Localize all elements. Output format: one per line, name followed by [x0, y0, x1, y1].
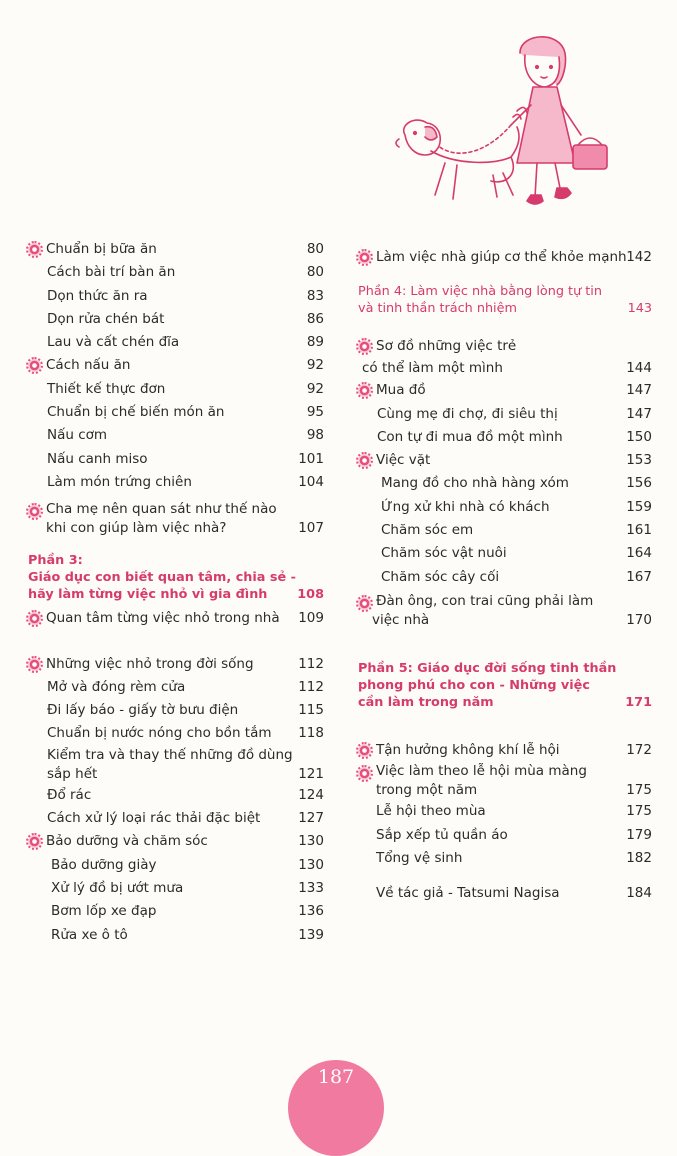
- page-ref: 175: [626, 803, 652, 820]
- part-3-heading[interactable]: [28, 552, 326, 603]
- page-ref: 98: [306, 427, 324, 444]
- entry-label: Dọn rửa chén bát: [47, 310, 165, 327]
- page-ref: 159: [626, 498, 652, 515]
- flower-bullet-icon: [358, 767, 371, 780]
- page-ref: 130: [298, 833, 324, 850]
- toc-entry[interactable]: [28, 308, 326, 331]
- toc-entry[interactable]: [358, 335, 654, 379]
- page-ref: 147: [626, 405, 652, 422]
- entry-label: Cách xử lý loại rác thải đặc biệt: [47, 810, 261, 827]
- entry-label: Phần 4: Làm việc nhà bằng lòng tự tin: [358, 284, 602, 300]
- flower-bullet-icon: [28, 505, 41, 518]
- entry-label: phong phú cho con - Những việc: [358, 677, 590, 693]
- part-5-heading[interactable]: [358, 660, 654, 711]
- entry-label: Tổng vệ sinh: [376, 849, 463, 866]
- page-ref: 107: [298, 520, 324, 537]
- entry-label: Nấu cơm: [47, 427, 108, 444]
- toc-entry[interactable]: [358, 592, 654, 630]
- entry-label: Con tự đi mua đồ một mình: [377, 428, 563, 445]
- page-ref: 80: [306, 241, 324, 257]
- entry-label: hãy làm từng việc nhỏ vì gia đình: [28, 587, 268, 603]
- entry-label: Mang đồ cho nhà hàng xóm: [381, 475, 569, 492]
- entry-label: Cách nấu ăn: [46, 357, 131, 374]
- toc-entry[interactable]: [358, 882, 654, 905]
- entry-label: Đi lấy báo - giấy tờ bưu điện: [47, 702, 239, 719]
- page-ref: 89: [306, 334, 324, 351]
- toc-entry[interactable]: [358, 824, 654, 847]
- entry-label: Bảo dưỡng và chăm sóc: [46, 833, 208, 850]
- entry-label: khi con giúp làm việc nhà?: [46, 520, 227, 537]
- entry-label: Quan tâm từng việc nhỏ trong nhà: [46, 610, 280, 627]
- page-ref: 115: [298, 702, 324, 719]
- entry-label: Sơ đồ những việc trẻ: [376, 338, 517, 355]
- toc-entry[interactable]: [358, 379, 654, 402]
- toc-entry[interactable]: [358, 403, 654, 426]
- page-ref: 156: [626, 475, 652, 492]
- page-ref: 182: [626, 849, 652, 866]
- entry-label: Cách bài trí bàn ăn: [47, 264, 176, 281]
- page-number-badge: [288, 1060, 384, 1156]
- entry-label: Phần 5: Giáo dục đời sống tinh thần: [358, 660, 617, 676]
- toc-entry[interactable]: [28, 854, 326, 877]
- entry-label: Nấu canh miso: [47, 450, 148, 467]
- entry-label: Về tác giả - Tatsumi Nagisa: [376, 885, 560, 902]
- page-ref: 175: [626, 782, 652, 799]
- toc-entry[interactable]: [28, 401, 326, 424]
- page-ref: 136: [298, 903, 324, 920]
- entry-label: Ứng xử khi nhà có khách: [381, 498, 550, 515]
- page-ref: 144: [626, 360, 652, 377]
- part-4-heading[interactable]: [358, 283, 654, 317]
- page-ref: 104: [298, 473, 324, 490]
- entry-label: và tinh thần trách nhiệm: [358, 301, 517, 317]
- toc-entry[interactable]: [28, 900, 326, 923]
- toc-right-column: [358, 246, 654, 905]
- toc-entry[interactable]: [358, 739, 654, 762]
- entry-label: Cha mẹ nên quan sát như thế nào: [46, 501, 277, 518]
- toc-entry[interactable]: [358, 472, 654, 495]
- page-number: 187: [317, 1066, 355, 1088]
- entry-label: sắp hết: [47, 765, 98, 782]
- page-ref: 124: [298, 786, 324, 803]
- page-ref: 95: [306, 404, 324, 421]
- entry-label: Cùng mẹ đi chợ, đi siêu thị: [377, 405, 558, 422]
- flower-bullet-icon: [358, 744, 371, 757]
- toc-entry[interactable]: [28, 607, 326, 630]
- flower-bullet-icon: [28, 359, 41, 372]
- page-ref: 92: [306, 380, 324, 397]
- page-ref: 153: [626, 452, 652, 469]
- entry-label: việc nhà: [372, 611, 430, 628]
- entry-label: Kiểm tra và thay thế những đồ dùng: [47, 746, 293, 763]
- flower-bullet-icon: [358, 597, 371, 610]
- page-ref: 83: [306, 287, 324, 304]
- page-ref: 171: [625, 694, 652, 710]
- entry-label: Rửa xe ô tô: [51, 926, 128, 943]
- toc-entry[interactable]: [28, 285, 326, 308]
- toc-entry[interactable]: [358, 847, 654, 870]
- page-ref: 109: [298, 610, 324, 627]
- entry-label: Những việc nhỏ trong đời sống: [46, 655, 254, 672]
- toc-entry[interactable]: [28, 722, 326, 745]
- toc-entry[interactable]: [358, 566, 654, 589]
- girl-walking-dog-illustration: [385, 25, 625, 225]
- entry-label: Chăm sóc cây cối: [381, 568, 500, 585]
- page-ref: 86: [306, 310, 324, 327]
- page-ref: 80: [306, 264, 324, 281]
- page-ref: 143: [627, 301, 652, 317]
- toc-entry[interactable]: [28, 471, 326, 494]
- entry-label: Thiết kế thực đơn: [47, 380, 166, 397]
- toc-entry[interactable]: [28, 378, 326, 401]
- page-ref: 127: [298, 810, 324, 827]
- toc-entry[interactable]: [28, 830, 326, 853]
- toc-entry[interactable]: [28, 807, 326, 830]
- entry-label: Chuẩn bị bữa ăn: [46, 241, 157, 257]
- entry-label: Xử lý đồ bị ướt mưa: [51, 879, 184, 896]
- entry-label: Bơm lốp xe đạp: [51, 903, 157, 920]
- page-ref: 164: [626, 545, 652, 562]
- flower-bullet-icon: [358, 384, 371, 397]
- flower-bullet-icon: [28, 243, 41, 256]
- flower-bullet-icon: [28, 658, 41, 671]
- toc-entry[interactable]: [28, 676, 326, 699]
- entry-label: Phần 3:: [28, 553, 83, 569]
- entry-label: Sắp xếp tủ quần áo: [376, 826, 508, 843]
- flower-bullet-icon: [28, 612, 41, 625]
- entry-label: có thể làm một mình: [362, 360, 503, 377]
- entry-label: Việc làm theo lễ hội mùa màng: [376, 763, 587, 780]
- page-ref: 167: [626, 568, 652, 585]
- toc-entry[interactable]: [28, 500, 326, 538]
- toc-entry[interactable]: [28, 653, 326, 676]
- flower-bullet-icon: [28, 835, 41, 848]
- entry-label: Việc vặt: [376, 452, 431, 469]
- toc-entry[interactable]: [358, 542, 654, 565]
- page-ref: 142: [626, 249, 652, 265]
- page-ref: 121: [298, 765, 324, 782]
- page-ref: 101: [298, 450, 324, 467]
- page-ref: 184: [626, 885, 652, 902]
- toc-entry[interactable]: [358, 800, 654, 823]
- entry-label: Mở và đóng rèm cửa: [47, 678, 186, 695]
- entry-label: cần làm trong năm: [358, 694, 494, 710]
- page-ref: 118: [298, 725, 324, 742]
- entry-label: Làm việc nhà giúp cơ thể khỏe mạnh: [376, 249, 627, 265]
- page-ref: 92: [306, 357, 324, 374]
- flower-bullet-icon: [358, 251, 371, 264]
- page-ref: 147: [626, 382, 652, 399]
- page-ref: 112: [298, 678, 324, 695]
- entry-label: Lễ hội theo mùa: [376, 803, 486, 820]
- page-ref: 133: [298, 879, 324, 896]
- entry-label: Giáo dục con biết quan tâm, chia sẻ -: [28, 570, 296, 586]
- toc-entry[interactable]: [28, 924, 326, 947]
- entry-label: Mua đồ: [376, 382, 426, 399]
- toc-entry[interactable]: [28, 331, 326, 354]
- page-ref: 130: [298, 856, 324, 873]
- entry-label: Lau và cất chén đĩa: [47, 334, 180, 351]
- toc-left-column: [28, 238, 326, 947]
- toc-entry[interactable]: [28, 746, 326, 784]
- entry-label: Chuẩn bị chế biến món ăn: [47, 404, 225, 421]
- entry-label: Dọn thức ăn ra: [47, 287, 148, 304]
- toc-entry[interactable]: [28, 699, 326, 722]
- toc-entry[interactable]: [358, 246, 654, 269]
- toc-entry[interactable]: [358, 426, 654, 449]
- page-ref: 161: [626, 522, 652, 539]
- entry-label: Tận hưởng không khí lễ hội: [376, 741, 560, 758]
- entry-label: Bảo dưỡng giày: [51, 856, 157, 873]
- toc-entry[interactable]: [358, 762, 654, 800]
- page-ref: 150: [626, 428, 652, 445]
- toc-entry[interactable]: [28, 877, 326, 900]
- page-ref: 112: [298, 655, 324, 672]
- toc-entry[interactable]: [358, 449, 654, 472]
- toc-entry[interactable]: [28, 424, 326, 447]
- toc-entry[interactable]: [28, 238, 326, 261]
- toc-entry[interactable]: [28, 448, 326, 471]
- entry-label: Chăm sóc em: [381, 522, 474, 539]
- toc-entry[interactable]: [28, 354, 326, 377]
- entry-label: trong một năm: [376, 782, 478, 799]
- entry-label: Chăm sóc vật nuôi: [381, 545, 507, 562]
- toc-entry[interactable]: [358, 496, 654, 519]
- entry-label: Đàn ông, con trai cũng phải làm: [376, 592, 594, 609]
- toc-entry[interactable]: [358, 519, 654, 542]
- page-ref: 170: [626, 611, 652, 628]
- toc-entry[interactable]: [28, 261, 326, 284]
- flower-bullet-icon: [358, 340, 371, 353]
- page-ref: 108: [297, 587, 324, 603]
- page-ref: 179: [626, 826, 652, 843]
- entry-label: Làm món trứng chiên: [47, 473, 192, 490]
- page-ref: 139: [298, 926, 324, 943]
- entry-label: Đổ rác: [47, 786, 92, 803]
- page-ref: 172: [626, 741, 652, 758]
- flower-bullet-icon: [358, 454, 371, 467]
- entry-label: Chuẩn bị nước nóng cho bồn tắm: [47, 725, 272, 742]
- toc-entry[interactable]: [28, 784, 326, 807]
